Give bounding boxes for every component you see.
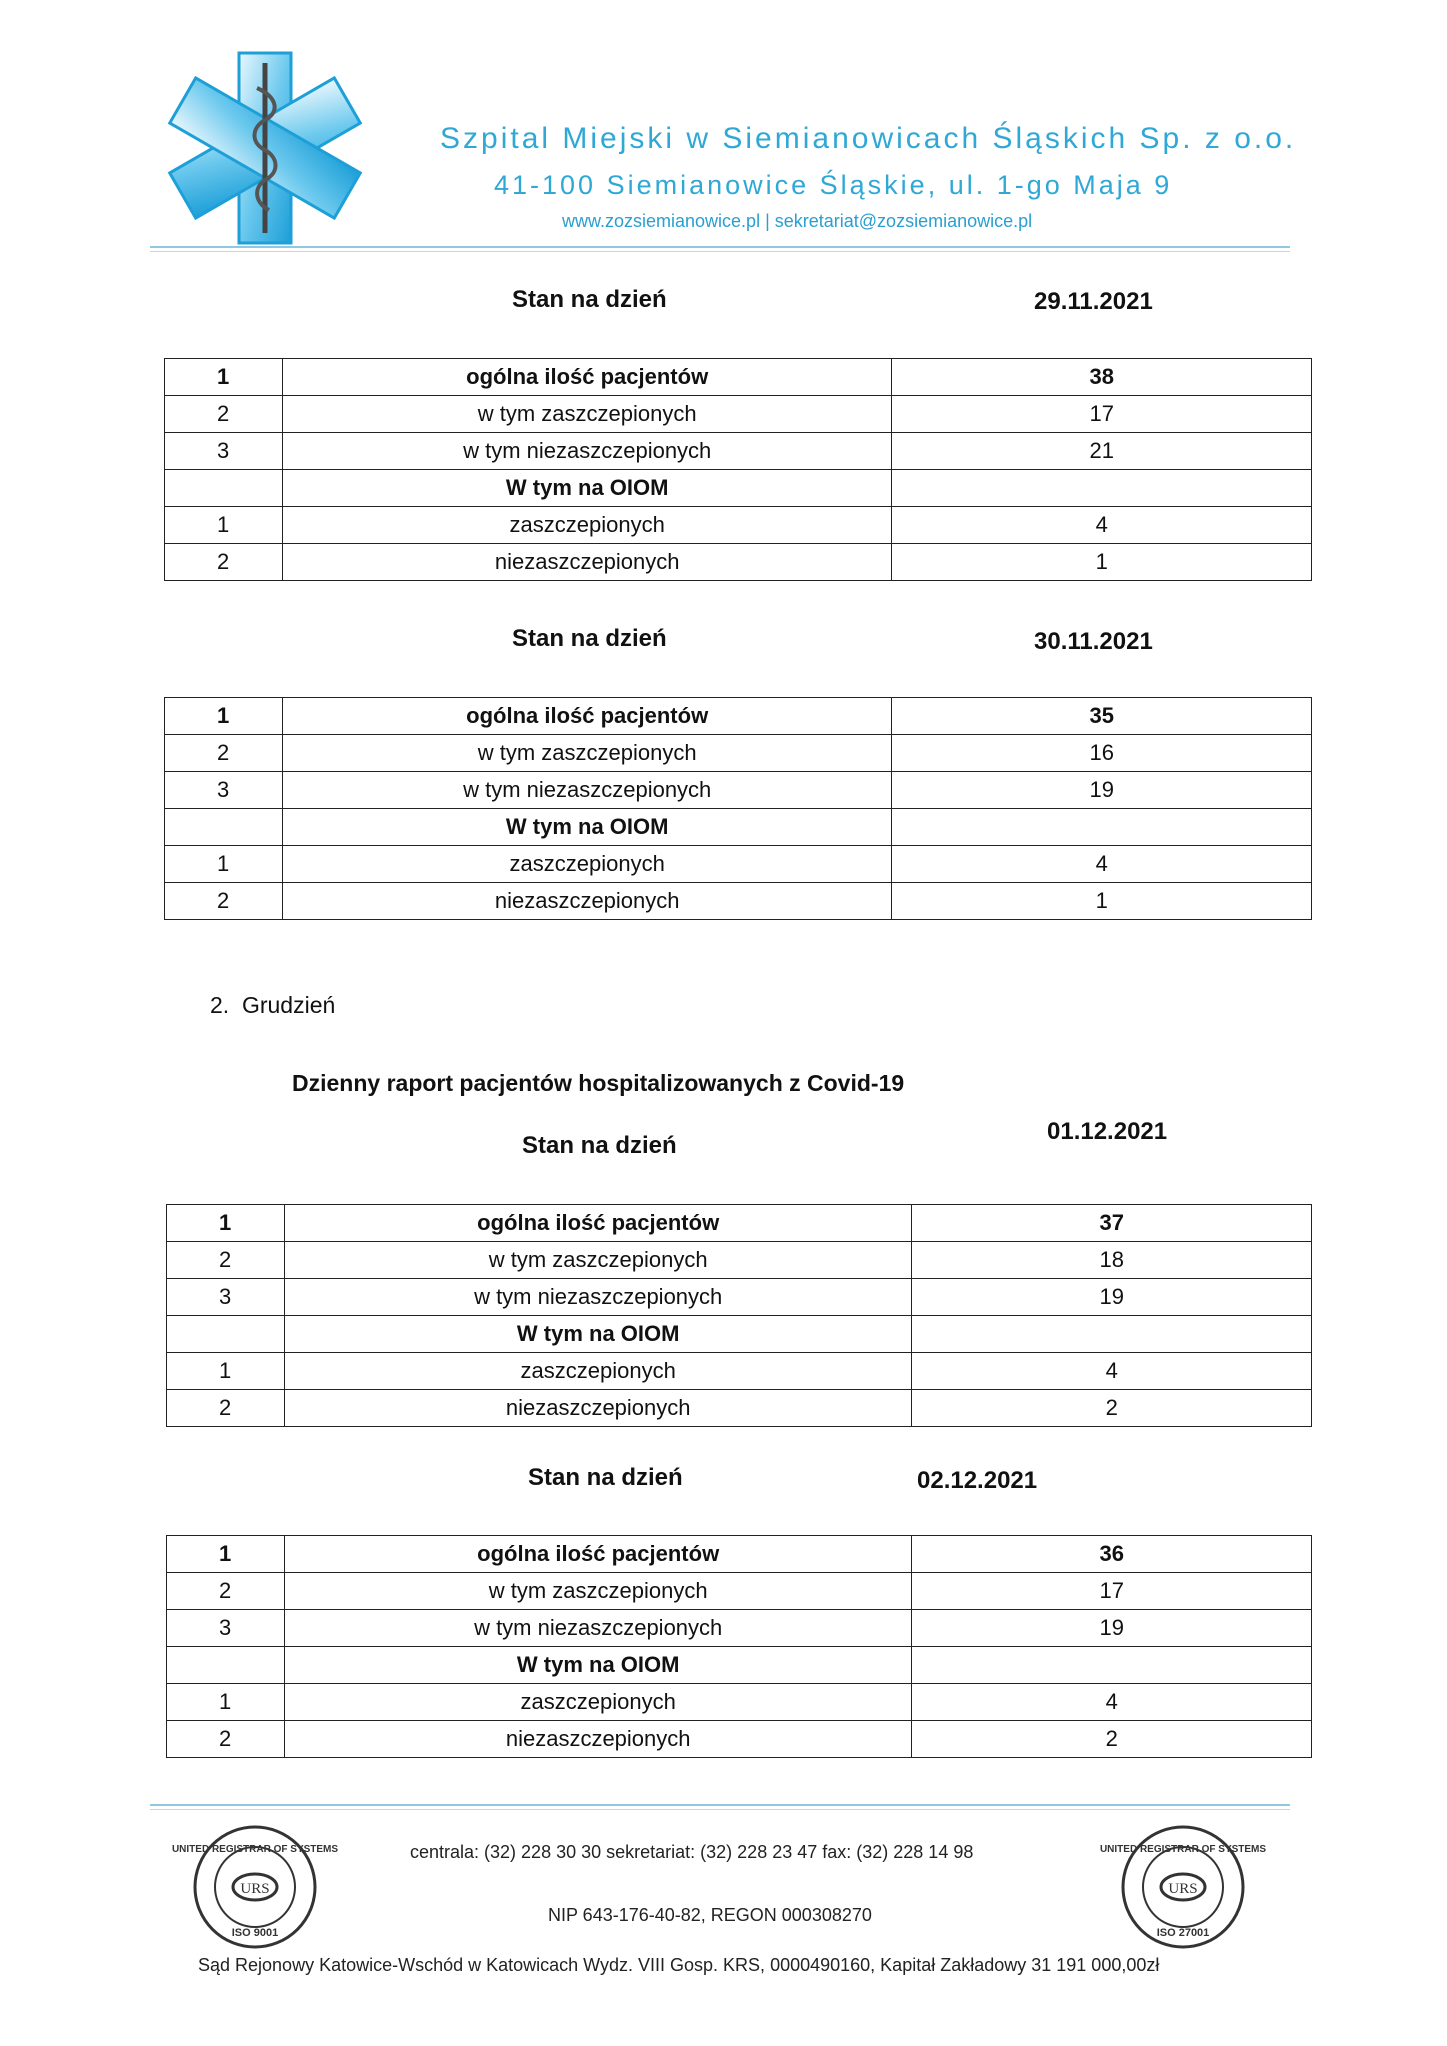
row-label: w tym zaszczepionych xyxy=(282,735,892,772)
row-value: 19 xyxy=(912,1610,1312,1647)
row-value: 17 xyxy=(912,1573,1312,1610)
row-number: 2 xyxy=(165,396,283,433)
row-value: 1 xyxy=(892,544,1312,581)
table-row xyxy=(167,1721,1312,1758)
header-divider-thin xyxy=(150,251,1290,252)
iso-9001-seal xyxy=(171,1822,339,1952)
footer-phones: centrala: (32) 228 30 30 sekretariat: (32) 228 23 47 fax: (32) 228 14 98 xyxy=(410,1842,974,1862)
row-number: 1 xyxy=(167,1353,285,1390)
report-4-date-label: Stan na dzień xyxy=(528,1464,683,1491)
row-label: w tym zaszczepionych xyxy=(284,1573,911,1610)
report-3-date: 01.12.2021 xyxy=(1047,1118,1168,1145)
seal-standard: ISO 9001 xyxy=(231,1927,279,1939)
row-value xyxy=(912,1316,1312,1353)
report-4-date: 02.12.2021 xyxy=(917,1467,1038,1494)
table-row xyxy=(165,809,1312,846)
row-label: ogólna ilość pacjentów xyxy=(284,1536,911,1573)
row-number: 1 xyxy=(167,1536,285,1573)
table-row xyxy=(165,507,1312,544)
table-row xyxy=(167,1536,1312,1573)
table-row xyxy=(165,846,1312,883)
seal-standard: ISO 27001 xyxy=(1156,1927,1210,1939)
row-value: 2 xyxy=(912,1721,1312,1758)
row-label: w tym zaszczepionych xyxy=(282,396,892,433)
report-3-table xyxy=(166,1204,1312,1427)
star-of-life-logo xyxy=(160,48,370,248)
row-label: niezaszczepionych xyxy=(284,1721,911,1758)
row-number: 1 xyxy=(165,698,283,735)
row-number xyxy=(167,1647,285,1684)
table-row xyxy=(165,470,1312,507)
row-label: W tym na OIOM xyxy=(282,809,892,846)
table-row xyxy=(167,1316,1312,1353)
row-value: 21 xyxy=(892,433,1312,470)
row-number: 2 xyxy=(165,544,283,581)
table-row xyxy=(167,1684,1312,1721)
table-row xyxy=(165,544,1312,581)
row-number: 3 xyxy=(167,1279,285,1316)
row-number: 2 xyxy=(165,735,283,772)
row-number: 1 xyxy=(165,507,283,544)
row-number xyxy=(165,809,283,846)
table-row xyxy=(167,1353,1312,1390)
report-2-date-label: Stan na dzień xyxy=(512,625,667,652)
row-value: 38 xyxy=(892,359,1312,396)
row-number: 3 xyxy=(167,1610,285,1647)
row-label: w tym niezaszczepionych xyxy=(282,433,892,470)
row-label: niezaszczepionych xyxy=(282,883,892,920)
row-value: 4 xyxy=(892,846,1312,883)
row-label: zaszczepionych xyxy=(284,1684,911,1721)
footer-divider-thin xyxy=(150,1809,1290,1810)
row-number: 1 xyxy=(167,1205,285,1242)
row-number: 2 xyxy=(165,883,283,920)
footer-court: Sąd Rejonowy Katowice-Wschód w Katowicach Wydz. VIII Gosp. KRS, 0000490160, Kapitał Zakładowy 31 191 000,00zł xyxy=(198,1955,1160,1975)
row-number: 1 xyxy=(165,359,283,396)
row-label: niezaszczepionych xyxy=(284,1390,911,1427)
row-value xyxy=(892,809,1312,846)
row-value xyxy=(912,1647,1312,1684)
row-number: 2 xyxy=(167,1721,285,1758)
row-label: ogólna ilość pacjentów xyxy=(282,359,892,396)
table-row xyxy=(165,359,1312,396)
row-label: ogólna ilość pacjentów xyxy=(282,698,892,735)
row-number xyxy=(167,1316,285,1353)
footer-ids: NIP 643-176-40-82, REGON 000308270 xyxy=(548,1905,872,1925)
row-number: 2 xyxy=(167,1242,285,1279)
row-number xyxy=(165,470,283,507)
section-title: Grudzień xyxy=(241,992,336,1018)
row-number: 2 xyxy=(167,1390,285,1427)
footer-divider xyxy=(150,1804,1290,1806)
row-value: 4 xyxy=(892,507,1312,544)
table-row xyxy=(167,1573,1312,1610)
row-value xyxy=(892,470,1312,507)
table-row xyxy=(167,1242,1312,1279)
row-label: W tym na OIOM xyxy=(284,1316,911,1353)
row-label: zaszczepionych xyxy=(282,507,892,544)
seal-caption: UNITED REGISTRAR OF SYSTEMS xyxy=(1099,1844,1267,1855)
row-label: zaszczepionych xyxy=(282,846,892,883)
table-row xyxy=(167,1205,1312,1242)
section-heading xyxy=(210,992,335,1019)
row-value: 18 xyxy=(912,1242,1312,1279)
row-value: 4 xyxy=(912,1353,1312,1390)
row-value: 16 xyxy=(892,735,1312,772)
row-label: niezaszczepionych xyxy=(282,544,892,581)
section-number: 2. xyxy=(210,992,230,1018)
row-number: 2 xyxy=(167,1573,285,1610)
iso-27001-seal xyxy=(1099,1822,1267,1952)
row-label: w tym niezaszczepionych xyxy=(284,1610,911,1647)
row-value: 4 xyxy=(912,1684,1312,1721)
table-row xyxy=(167,1610,1312,1647)
report-2-table xyxy=(164,697,1312,920)
table-row xyxy=(165,433,1312,470)
row-number: 3 xyxy=(165,433,283,470)
row-number: 1 xyxy=(165,846,283,883)
report-1-date-label: Stan na dzień xyxy=(512,286,667,313)
seal-mark: URS xyxy=(240,1881,270,1897)
row-label: w tym zaszczepionych xyxy=(284,1242,911,1279)
row-number: 1 xyxy=(167,1684,285,1721)
report-2-date: 30.11.2021 xyxy=(1034,628,1153,655)
row-label: w tym niezaszczepionych xyxy=(284,1279,911,1316)
row-value: 2 xyxy=(912,1390,1312,1427)
seal-mark: URS xyxy=(1168,1881,1198,1897)
report-3-date-label: Stan na dzień xyxy=(522,1132,677,1159)
row-value: 37 xyxy=(912,1205,1312,1242)
table-row xyxy=(167,1279,1312,1316)
hospital-name: Szpital Miejski w Siemianowicach Śląskich Sp. z o.o. xyxy=(440,122,1297,155)
row-value: 35 xyxy=(892,698,1312,735)
table-row xyxy=(167,1647,1312,1684)
table-row xyxy=(167,1390,1312,1427)
table-row xyxy=(165,883,1312,920)
row-value: 17 xyxy=(892,396,1312,433)
row-label: ogólna ilość pacjentów xyxy=(284,1205,911,1242)
report-1-table xyxy=(164,358,1312,581)
table-row xyxy=(165,772,1312,809)
table-row xyxy=(165,735,1312,772)
row-label: w tym niezaszczepionych xyxy=(282,772,892,809)
row-value: 19 xyxy=(892,772,1312,809)
row-number: 3 xyxy=(165,772,283,809)
row-label: W tym na OIOM xyxy=(282,470,892,507)
row-value: 36 xyxy=(912,1536,1312,1573)
row-label: W tym na OIOM xyxy=(284,1647,911,1684)
table-row xyxy=(165,396,1312,433)
row-label: zaszczepionych xyxy=(284,1353,911,1390)
row-value: 19 xyxy=(912,1279,1312,1316)
seal-caption: UNITED REGISTRAR OF SYSTEMS xyxy=(171,1844,339,1855)
report-4-table xyxy=(166,1535,1312,1758)
row-value: 1 xyxy=(892,883,1312,920)
hospital-address: 41-100 Siemianowice Śląskie, ul. 1-go Maja 9 xyxy=(494,170,1173,200)
table-row xyxy=(165,698,1312,735)
hospital-contact: www.zozsiemianowice.pl | sekretariat@zozsiemianowice.pl xyxy=(562,211,1033,231)
report-1-date: 29.11.2021 xyxy=(1034,288,1153,315)
report-subtitle: Dzienny raport pacjentów hospitalizowanych z Covid-19 xyxy=(292,1070,905,1096)
header-divider xyxy=(150,246,1290,248)
